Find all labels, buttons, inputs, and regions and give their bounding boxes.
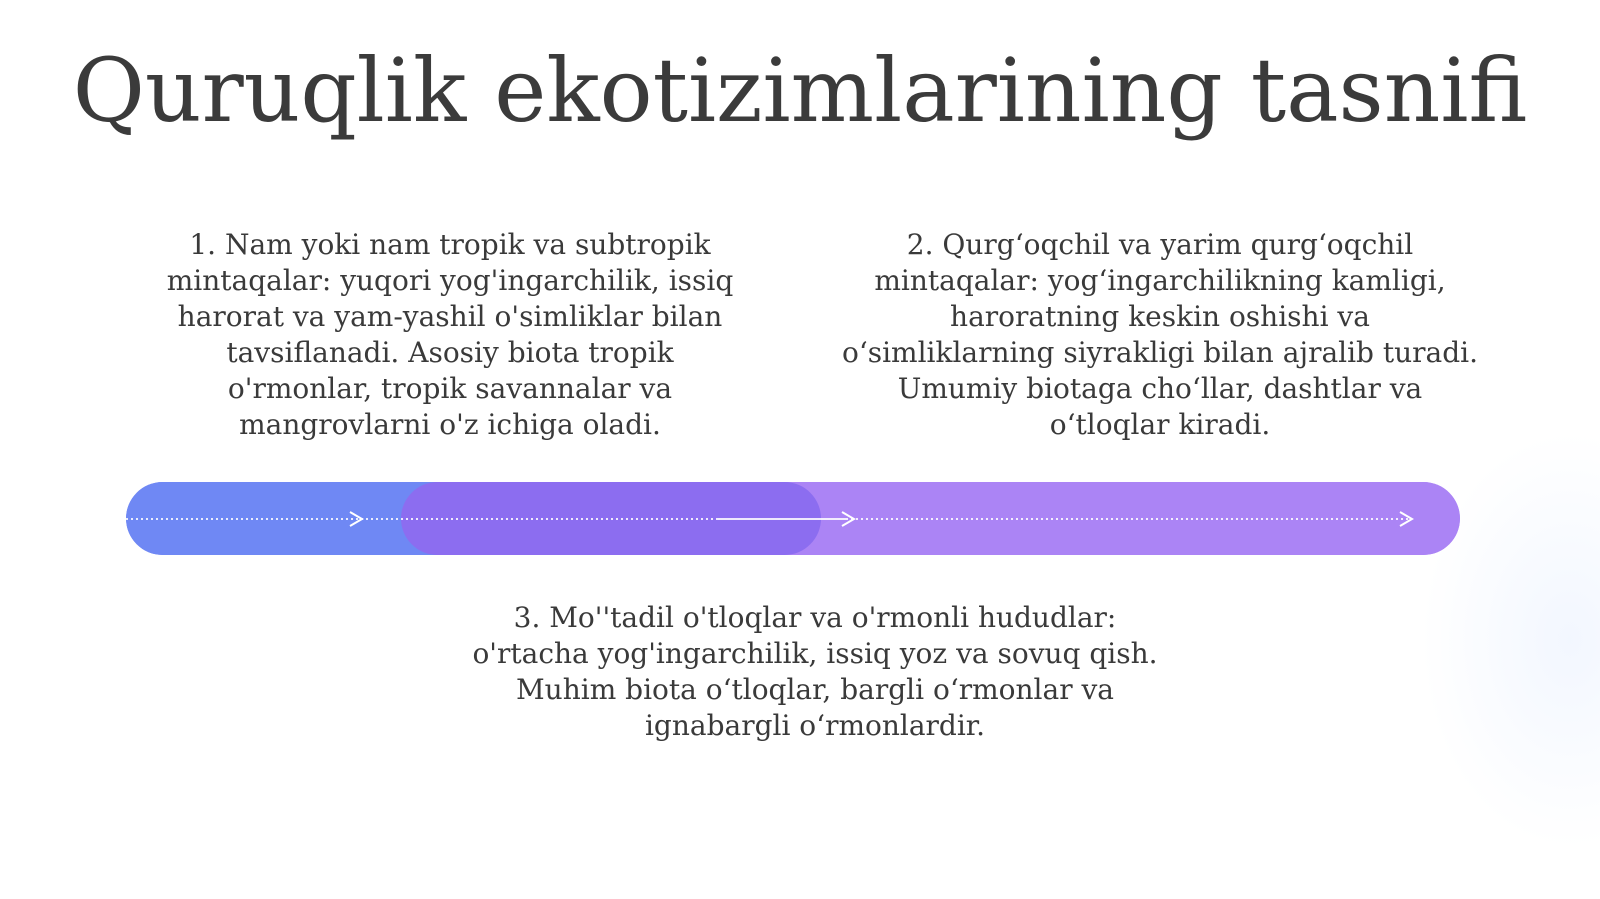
page-title: Quruqlik ekotizimlarining tasnifi	[72, 39, 1528, 142]
text-block-3: 3. Mo''tadil o'tloqlar va o'rmonli hududlar: o'rtacha yog'ingarchilik, issiq yoz va sovuq qish. Muhim biota o‘tloqlar, bargli o‘rmonlar va ignabargli o‘rmonlardir.	[472, 601, 1158, 742]
timeline-arrows	[126, 482, 1460, 555]
text-block-1: 1. Nam yoki nam tropik va subtropik mintaqalar: yuqori yog'ingarchilik, issiq harorat va yam-yashil o'simliklar bilan tavsiflanadi. Asosiy biota tropik o'rmonlar, tropik savannalar va mangrovlarni o'z ichiga oladi.	[166, 228, 734, 441]
text-block-2: 2. Qurg‘oqchil va yarim qurg‘oqchil mintaqalar: yog‘ingarchilikning kamligi, haroratning keskin oshishi va o‘simliklarning siyrakligi bilan ajralib turadi. Umumiy biotaga cho‘llar, dashtlar va o‘tloqlar kiradi.	[841, 228, 1479, 441]
timeline-bar	[126, 482, 1460, 555]
